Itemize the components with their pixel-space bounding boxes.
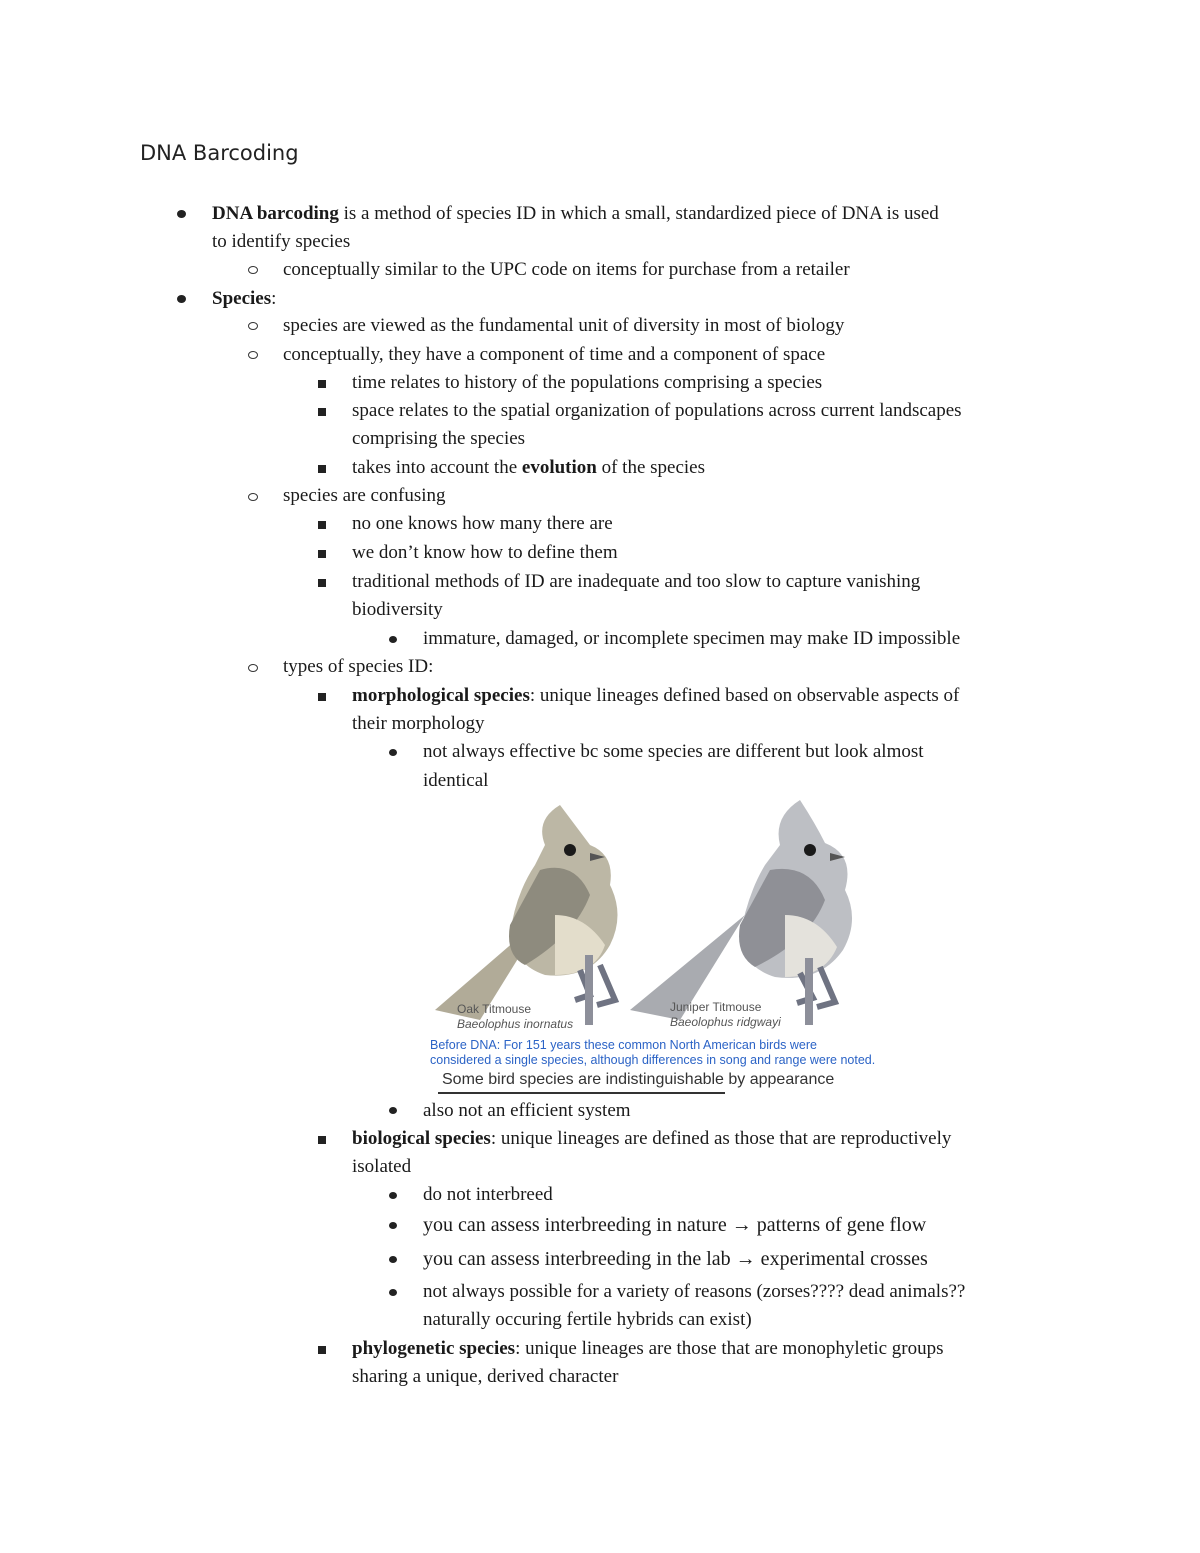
square-bullet-icon [318, 465, 326, 473]
term-phylogenetic-species: phylogenetic species [352, 1338, 516, 1359]
term-evolution: evolution [521, 457, 597, 478]
page-title: DNA Barcoding [140, 141, 299, 165]
list-item: Species: [212, 288, 277, 309]
square-bullet-icon [318, 693, 326, 701]
list-item: you can assess interbreeding in nature → patterns of gene flow [423, 1214, 927, 1236]
square-bullet-icon [318, 1346, 326, 1354]
bullet-dot-icon [389, 636, 397, 643]
square-bullet-icon [318, 408, 326, 416]
bullet-dot-icon [389, 1107, 397, 1114]
bullet-dot-icon [389, 1289, 397, 1296]
list-item: species are viewed as the fundamental unit of diversity in most of biology [283, 315, 845, 336]
juniper-titmouse-label: Juniper Titmouse [670, 1000, 762, 1014]
caption-underline [438, 1092, 725, 1094]
square-bullet-icon [318, 380, 326, 388]
bullet-dot-icon [389, 1222, 397, 1229]
hollow-bullet-icon [248, 351, 258, 359]
list-item: phylogenetic species: unique lineages are those that are monophyletic groups [352, 1338, 944, 1359]
list-item: no one knows how many there are [352, 513, 613, 534]
term-biological-species: biological species [352, 1128, 491, 1149]
square-bullet-icon [318, 521, 326, 529]
list-item: takes into account the evolution of the species [352, 457, 705, 478]
bullet-dot-icon [389, 1192, 397, 1199]
list-item: types of species ID: [283, 656, 434, 677]
list-item: morphological species: unique lineages defined based on observable aspects of [352, 685, 960, 706]
titmouse-figure [425, 795, 895, 1095]
bullet-dot-icon [177, 295, 186, 303]
list-item: also not an efficient system [423, 1100, 631, 1121]
oak-titmouse-bird [435, 805, 618, 1025]
figure-caption: Some bird species are indistinguishable by appearance [442, 1071, 835, 1088]
bullet-dot-icon [389, 1256, 397, 1263]
list-item: you can assess interbreeding in the lab → experimental crosses [423, 1248, 928, 1270]
square-bullet-icon [318, 579, 326, 587]
term-dna-barcoding: DNA barcoding [212, 203, 339, 224]
juniper-titmouse-bird [630, 800, 852, 1025]
titmouse-illustration [425, 795, 895, 1025]
juniper-titmouse-scientific: Baeolophus ridgwayi [670, 1015, 781, 1029]
oak-titmouse-label: Oak Titmouse [457, 1002, 532, 1016]
hollow-bullet-icon [248, 322, 258, 330]
list-item: conceptually, they have a component of time and a component of space [283, 344, 826, 365]
list-item: immature, damaged, or incomplete specimen may make ID impossible [423, 628, 961, 649]
list-item: we don’t know how to define them [352, 542, 618, 563]
hollow-bullet-icon [248, 493, 258, 501]
square-bullet-icon [318, 550, 326, 558]
figure-note-line1: Before DNA: For 151 years these common North American birds were [430, 1038, 817, 1052]
list-item: not always possible for a variety of reasons (zorses???? dead animals?? [423, 1281, 966, 1302]
square-bullet-icon [318, 1136, 326, 1144]
list-item: traditional methods of ID are inadequate and too slow to capture vanishing [352, 571, 921, 592]
bullet-dot-icon [177, 210, 186, 218]
figure-note-line2: considered a single species, although differences in song and range were noted. [430, 1053, 876, 1067]
list-item: time relates to history of the populations comprising a species [352, 372, 823, 393]
list-item: conceptually similar to the UPC code on items for purchase from a retailer [283, 259, 850, 280]
oak-titmouse-scientific: Baeolophus inornatus [457, 1017, 574, 1031]
bullet-dot-icon [389, 749, 397, 756]
term-morphological-species: morphological species [352, 685, 530, 706]
hollow-bullet-icon [248, 664, 258, 672]
list-item: biological species: unique lineages are defined as those that are reproductively [352, 1128, 952, 1149]
list-item: space relates to the spatial organization of populations across current landscapes [352, 400, 962, 421]
list-item: do not interbreed [423, 1184, 553, 1205]
list-item: not always effective bc some species are different but look almost [423, 741, 924, 762]
hollow-bullet-icon [248, 266, 258, 274]
list-item: species are confusing [283, 485, 446, 506]
